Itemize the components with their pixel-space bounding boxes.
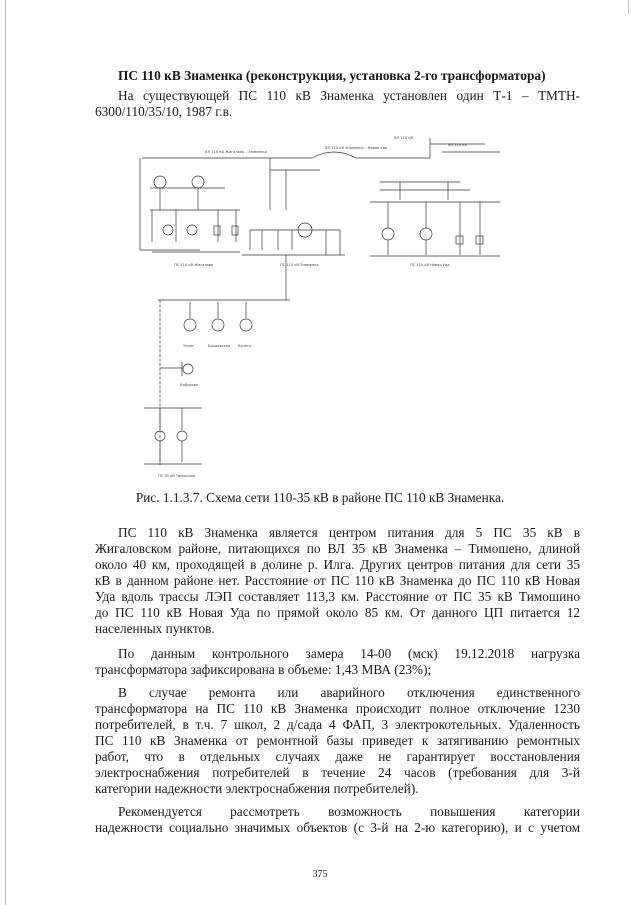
paragraph-line: работ, что в отдельных случаях даже не гарантирует восстановления (95, 749, 580, 764)
intro-line: 6300/110/35/10, 1987 г.в. (95, 104, 233, 119)
timoshino-transformer-b-icon (177, 431, 187, 441)
paragraph-line: кВ в данном районе нет. Расстояние от ПС 110 кВ Знаменка до ПС 110 кВ Новая (95, 573, 580, 588)
paragraph-line: Рекомендуется рассмотреть возможность повышения категории (118, 804, 580, 819)
section-heading: ПС 110 кВ Знаменка (реконструкция, установка 2-го трансформатора) (118, 68, 546, 83)
paragraph-line: надежности социально значимых объектов (с 3-й на 2-ю категорию), и с учетом (95, 820, 580, 835)
novaya-uda-transformer-a-icon (382, 228, 394, 240)
transmission-line-110kv-east (312, 152, 430, 158)
timoshino-bus-10kv (144, 441, 202, 464)
load-1-transformer-icon (184, 319, 196, 331)
label-load-1: Чичек (183, 344, 195, 348)
zhigalovo-transformer-d-icon (187, 225, 197, 235)
load-2-transformer-icon (212, 319, 224, 331)
paragraph-line: трансформатора на ПС 110 кВ Знаменка происходит полное отключение 1230 (95, 701, 580, 716)
novaya-uda-feeders (388, 202, 480, 255)
paragraph-line: около 40 км, проходящей в долине р. Илга. Других центров питания для сети 35 (95, 557, 580, 572)
load-4-transformer-icon (183, 364, 193, 374)
scan-edge-left (5, 0, 6, 905)
zhigalovo-transformer-a-icon (154, 176, 166, 188)
paragraph-line: Уда вдоль трассы ЛЭП составляет 113,3 км. Расстояние от ПС 35 кВ Тимошино (95, 589, 580, 604)
svg-text:ВЛ 110 кВ Жигалово – Знаменка: ВЛ 110 кВ Жигалово – Знаменка (205, 150, 267, 154)
line-branches-east (430, 138, 500, 158)
znamenka-incoming (270, 158, 320, 210)
label-ps-novaya-uda: ПС 110 кВ Новая Уда (410, 263, 450, 267)
paragraph-line: ПС 110 кВ Знаменка от ремонтной базы приведет к затягиванию ремонтных (95, 733, 580, 748)
label-load-3: Качега (238, 344, 252, 348)
zhigalovo-switch-icon (214, 226, 220, 235)
line-35kv-branch (158, 255, 290, 300)
network-scheme-diagram (130, 130, 520, 490)
zhigalovo-transformer-c-icon (163, 225, 173, 235)
zhigalovo-buses (140, 158, 225, 250)
paragraph-line: По данным контрольного замера 14-00 (мск) 19.12.2018 нагрузка (118, 646, 580, 661)
zhigalovo-switch-icon (232, 226, 238, 235)
novaya-uda-buses (380, 182, 470, 200)
label-ps-timoshino: ПС 35 кВ Тимошино (158, 474, 196, 478)
paragraph-line: трансформатора зафиксирована в объеме: 1,43 МВА (23%); (95, 662, 432, 677)
scan-edge-right (628, 0, 629, 14)
paragraph-line: категории надежности электроснабжения потребителей). (95, 781, 419, 796)
svg-text:ВЛ 110 кВ: ВЛ 110 кВ (448, 143, 467, 147)
page-number: 375 (312, 869, 328, 880)
novaya-uda-transformer-b-icon (420, 228, 432, 240)
paragraph-line: В случае ремонта или аварийного отключения единственного (118, 685, 580, 700)
novaya-uda-switch-icon (476, 236, 483, 244)
label-ps-zhigalovo: ПС 110 кВ Жигалово (174, 263, 214, 267)
paragraph-line: до ПС 110 кВ Новая Уда по прямой около 85 км. От данного ЦП питается 12 (95, 605, 580, 620)
svg-text:ВЛ 110 кВ: ВЛ 110 кВ (394, 136, 413, 140)
znamenka-feeders (250, 230, 340, 255)
label-ps-znamenka: ПС 110 кВ Знаменка (280, 263, 319, 267)
load-3-transformer-icon (240, 319, 252, 331)
figure-caption: Рис. 1.1.3.7. Схема сети 110-35 кВ в районе ПС 110 кВ Знаменка. (135, 490, 505, 505)
paragraph-line: электроснабжения потребителей в течение 24 часов (требования для 3-й (95, 765, 580, 780)
paragraph-line: Жигаловском районе, питающихся по ВЛ 35 кВ Знаменка – Тимошено, длиной (95, 541, 580, 556)
tap-line-kaburovo (160, 362, 182, 376)
tap-lines (190, 302, 246, 318)
timoshino-bus-35kv (144, 408, 202, 430)
novaya-uda-switch-icon (456, 236, 463, 244)
paragraph-line: потребителей, в т.ч. 7 школ, 2 д/сада 4 ФАП, 3 электрокотельных. Удаленность (95, 717, 580, 732)
paragraph-line: ПС 110 кВ Знаменка является центром питания для 5 ПС 35 кВ в (118, 525, 580, 540)
label-load-2: Бродовская (208, 344, 231, 348)
label-load-4: Кабурово (180, 383, 198, 387)
intro-line: На существующей ПС 110 кВ Знаменка установлен один Т-1 – ТМТН- (118, 88, 580, 103)
paragraph-line: населенных пунктов. (95, 621, 215, 636)
zhigalovo-transformer-b-icon (192, 176, 204, 188)
svg-text:ВЛ 110 кВ Знаменка – Новая Уда: ВЛ 110 кВ Знаменка – Новая Уда (325, 146, 388, 150)
